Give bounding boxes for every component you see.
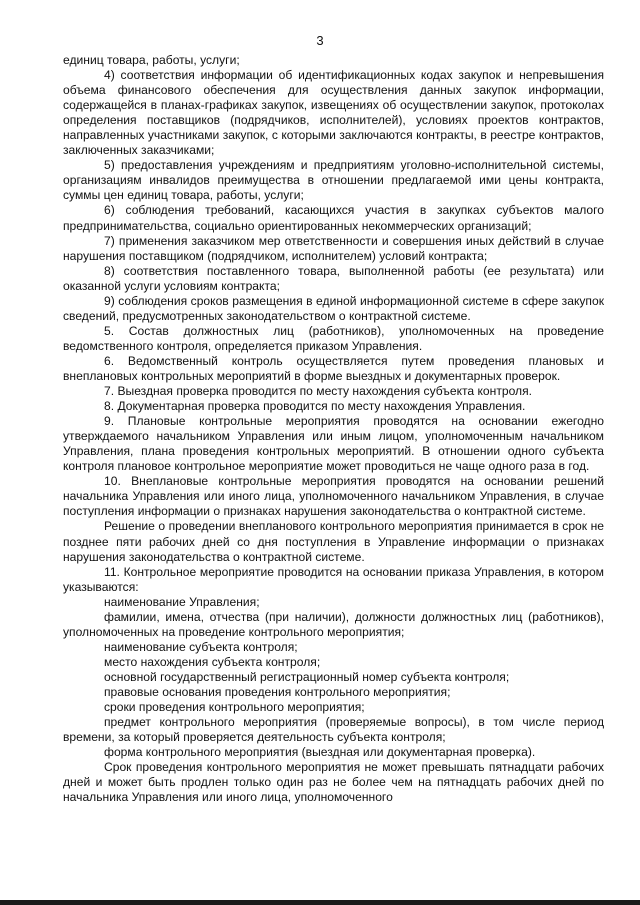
- paragraph-15: наименование Управления;: [104, 594, 260, 609]
- paragraph-19: основной государственный регистрационный номер субъекта контроля;: [104, 669, 510, 684]
- paragraph-1: 4) соответствия информации об идентификационных кодах закупок и непревышения объема финансового обеспечения для осуществления данных закупок информации, содержащейся в планах-графиках закупок, извещениях об осуществлении закупок, протоколах определения поставщиков (подрядчиков, исполнителей), условиях проектов контрактов, направленных участниками закупок, с которыми заключаются контракты, в реестре контрактов, заключенных заказчиками;: [63, 68, 604, 158]
- paragraph-20: правовые основания проведения контрольного мероприятия;: [104, 684, 451, 699]
- paragraph-16: фамилии, имена, отчества (при наличии), должности должностных лиц (работников), уполномоченных на проведение контрольного мероприятия;: [63, 609, 604, 639]
- paragraph-2: 5) предоставления учреждениям и предприятиям уголовно-исполнительной системы, организациям инвалидов преимущества в отношении предлагаемой ими цены контракта, суммы цен единиц товара, работы, услуги;: [63, 158, 604, 203]
- paragraph-0: единиц товара, работы, услуги;: [63, 53, 240, 67]
- paragraph-11: 9. Плановые контрольные мероприятия проводятся на основании ежегодно утверждаемого начальником Управления или иным лицом, уполномоченным начальником Управления, плана проведения контрольных мероприятий. В отношении одного субъекта контроля плановое контрольное мероприятие может проводиться не чаще одного раза в год.: [63, 414, 604, 474]
- document-body: [63, 53, 604, 805]
- paragraph-18: место нахождения субъекта контроля;: [104, 654, 321, 669]
- paragraph-9: 7. Выездная проверка проводится по месту нахождения субъекта контроля.: [104, 384, 533, 399]
- paragraph-6: 9) соблюдения сроков размещения в единой информационной системе в сфере закупок сведений, предусмотренных законодательством о контрактной системе.: [63, 293, 604, 323]
- paragraph-17: наименование субъекта контроля;: [104, 639, 298, 654]
- paragraph-14: 11. Контрольное мероприятие проводится на основании приказа Управления, в котором указываются:: [63, 564, 604, 594]
- paragraph-8: 6. Ведомственный контроль осуществляется путем проведения плановых и внеплановых контрольных мероприятий в форме выездных и документарных проверок.: [63, 353, 604, 383]
- paragraph-12: 10. Внеплановые контрольные мероприятия проводятся на основании решений начальника Управления или иного лица, уполномоченного начальником Управления, в случае поступления информации о признаках нарушения законодательства о контрактной системе.: [63, 474, 604, 519]
- page-number: 3: [316, 33, 324, 48]
- paragraph-4: 7) применения заказчиком мер ответственности и совершения иных действий в случае нарушения поставщиком (подрядчиком, исполнителем) условий контракта;: [63, 233, 604, 263]
- scan-bottom-edge: [0, 900, 640, 905]
- paragraph-10: 8. Документарная проверка проводится по месту нахождения Управления.: [104, 399, 526, 414]
- paragraph-7: 5. Состав должностных лиц (работников), уполномоченных на проведение ведомственного контроля, определяется приказом Управления.: [63, 323, 604, 353]
- paragraph-23: форма контрольного мероприятия (выездная или документарная проверка).: [104, 745, 536, 760]
- paragraph-3: 6) соблюдения требований, касающихся участия в закупках субъектов малого предпринимательства, социально ориентированных некоммерческих организаций;: [63, 203, 604, 233]
- paragraph-5: 8) соответствия поставленного товара, выполненной работы (ее результата) или оказанной услуги условиям контракта;: [63, 263, 604, 293]
- paragraph-13: Решение о проведении внепланового контрольного мероприятия принимается в срок не позднее пяти рабочих дней со дня поступления в Управление информации о признаках нарушения законодательства о контрактной системе.: [63, 519, 604, 564]
- paragraph-22: предмет контрольного мероприятия (проверяемые вопросы), в том числе период времени, за который проверяется деятельность субъекта контроля;: [63, 715, 604, 745]
- paragraph-21: сроки проведения контрольного мероприятия;: [104, 700, 365, 715]
- paragraph-24: Срок проведения контрольного мероприятия не может превышать пятнадцати рабочих дней и может быть продлен только один раз не более чем на пятнадцать рабочих дней по начальника Управления или иного лица, уполномоченного: [63, 760, 604, 805]
